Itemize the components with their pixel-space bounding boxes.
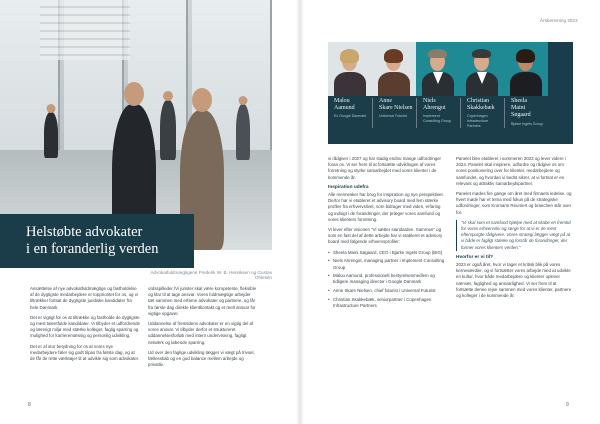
section-heading: Hvorfor er vi til?	[456, 254, 494, 260]
list-item: • Malou Aamund, professionelt bestyrelsesmedlem og tidligere managing director i Google Danmark	[328, 273, 446, 285]
photo-caption: Advokatfuldmægtigene Frederik W. B. Henriksen og Gustav Ohlesen	[150, 270, 272, 280]
board-list	[328, 250, 446, 310]
board-member: Anne Skare Nielsen Universal Futurist	[372, 98, 416, 128]
page-number-left: 8	[28, 402, 31, 408]
title-line-2: i en foranderlig verden	[26, 241, 159, 257]
advisory-board-names	[328, 98, 573, 128]
portrait-christian-skakkebaek	[460, 42, 504, 96]
board-member: Niels Ahrengot Implement Consulting Group	[416, 98, 460, 128]
portrait-malou-aamund	[328, 42, 372, 96]
paragraph: Panelet mødes fire gange om året med firmaets ledelse, og hvert møde har et tema med fokus på de strategiske udfordringer, som Kromann Reumert og branchen står over for.	[456, 191, 572, 215]
list-item: • Sheela Maini Søgaard, CEO i Bjarke Ingels Group (BIG)	[328, 250, 446, 256]
list-item: • Christian Skakkebæk, seniorpartner i Copenhagen Infrastructure Partners	[328, 297, 446, 309]
portrait-anne-skare-nielsen	[372, 42, 416, 96]
paragraph: Det er vigtigt for os at tiltrække og fastholde de dygtigste og mest talentfulde kandidater. Vi tilbyder et udfordrende og lærerigt miljø med stærke kolleger, faglig sparring og mulighed for karrieremæssig og personlig udvikling.	[30, 314, 140, 339]
right-column-1	[328, 156, 446, 313]
pull-quote: "Vi skal som et samfund hjælpe med at skabe en fremtid for vores erhvervsliv og sørge for at vi er de mest efterspurgte rådgivere. Vores strategi lægger vægt på at vi både er fagligt stærke og forstår de forandringer, der former vores klienters verden."	[456, 220, 574, 251]
portrait-sheela-maini-soegaard	[504, 42, 548, 96]
article-title	[0, 214, 194, 268]
section-heading: Inspiration udefra	[328, 184, 369, 190]
paragraph: ordsspilleder./Vi jurister skal være kompetente, fleksible og klar til at tage ansvar. Vores fuldmægtige arbejder tæt sammen med erfarne advokater og partnere, og får fra første dag direkte klientkontakt og et reelt ansvar for vigtige opgaver.	[148, 286, 257, 316]
portrait-niels-ahrengot	[416, 42, 460, 96]
page-gutter	[296, 0, 304, 424]
paragraph: Det er af stor betydning for os at vores nye medarbejdere føler sig godt tilpas fra første dag, og at de får de rette værktøjer til at udvikle sig som advokater.	[30, 343, 140, 362]
paragraph: Vi lever efter visionen "Vi sætter standarden. Sammen" og som en fast del af dette arbejde har vi etableret et advisory board med følgende erhvervsprofiler:	[328, 227, 443, 245]
paragraph: 2023 er også året, hvor vi tager et kritisk blik på vores kerneværdier, og vi fortsætter vores arbejde med at udvikle en kultur, hvor både medarbejdere og klienter oplever nærvær, faglighed og ansvarlighed. Vi ser frem til at fortsætte denne rejse sammen med vores klienter, partnere og kolleger i de kommende år.	[456, 262, 572, 299]
board-member: Christian Skakkebæk Copenhagen Infrastructure Partners	[460, 98, 504, 128]
title-line-1: Helstøbte advokater	[26, 224, 143, 240]
left-column-2	[148, 286, 258, 372]
office-photo	[0, 0, 272, 250]
paragraph: Ud over den faglige udvikling lægger vi vægt på trivsel, fællesskab og en god balance mellem arbejde og privatliv.	[148, 349, 255, 368]
paragraph: Uddannelse af fremtidens advokater er en vigtig del af vores ansvar. Vi tilbyder derfor et struktureret uddannelsesforløb med intern undervisning, fagligt netværk og løbende sparring.	[148, 321, 254, 345]
board-member: Sheela Maini Søgaard Bjarke Ingels Group	[504, 98, 548, 128]
paragraph: Panelet blev etableret i sommeren 2023 og lever videre i 2024. Panelet skal inspirere, udfordre og rådgive os om vores positionering over for klienter, medarbejdere og samfundet, og hvordan vi bedst sikrer, at vi fortsat er en relevant og attraktiv samarbejdspartner.	[456, 156, 566, 186]
left-column-1	[30, 286, 140, 366]
list-item: • Anne Skare Nielsen, chief futurist i Universal Futurist	[328, 288, 446, 294]
advisory-board-portraits	[328, 42, 548, 96]
page-number-right: 9	[566, 402, 569, 408]
list-item: • Niels Ahrengot, managing partner i Implement Consulting Group	[328, 258, 446, 270]
board-member: Malou Aamund Ex Google Danmark	[334, 98, 367, 119]
paragraph: Ansættelse af nye advokatfuldmægtige og fastholdelse af de dygtigste medarbejdere er topprioritet for os, og vi tiltrækker fortsat de dygtigste juridiske kandidater fra hele Danmark.	[30, 286, 138, 310]
paragraph: vi rådgiver i 2027 og har stadig endnu mange udfordringer foran os. Vi ser frem til at fortsætte udviklingen af vores forretning og styrke samarbejdet med vores klienter i de kommende år.	[328, 156, 442, 180]
running-head: Årsberetning 2023	[540, 18, 578, 23]
right-column-2	[456, 156, 574, 303]
paragraph: Alle mennesker har brug for inspiration og nye perspektiver. Derfor har vi etableret et advisory board med fem stærke profiler fra erhvervslivet, som bidrager med viden, erfaring og indsigt i de forandringer, der præger vores samfund og vores klienters forretning.	[328, 192, 444, 222]
